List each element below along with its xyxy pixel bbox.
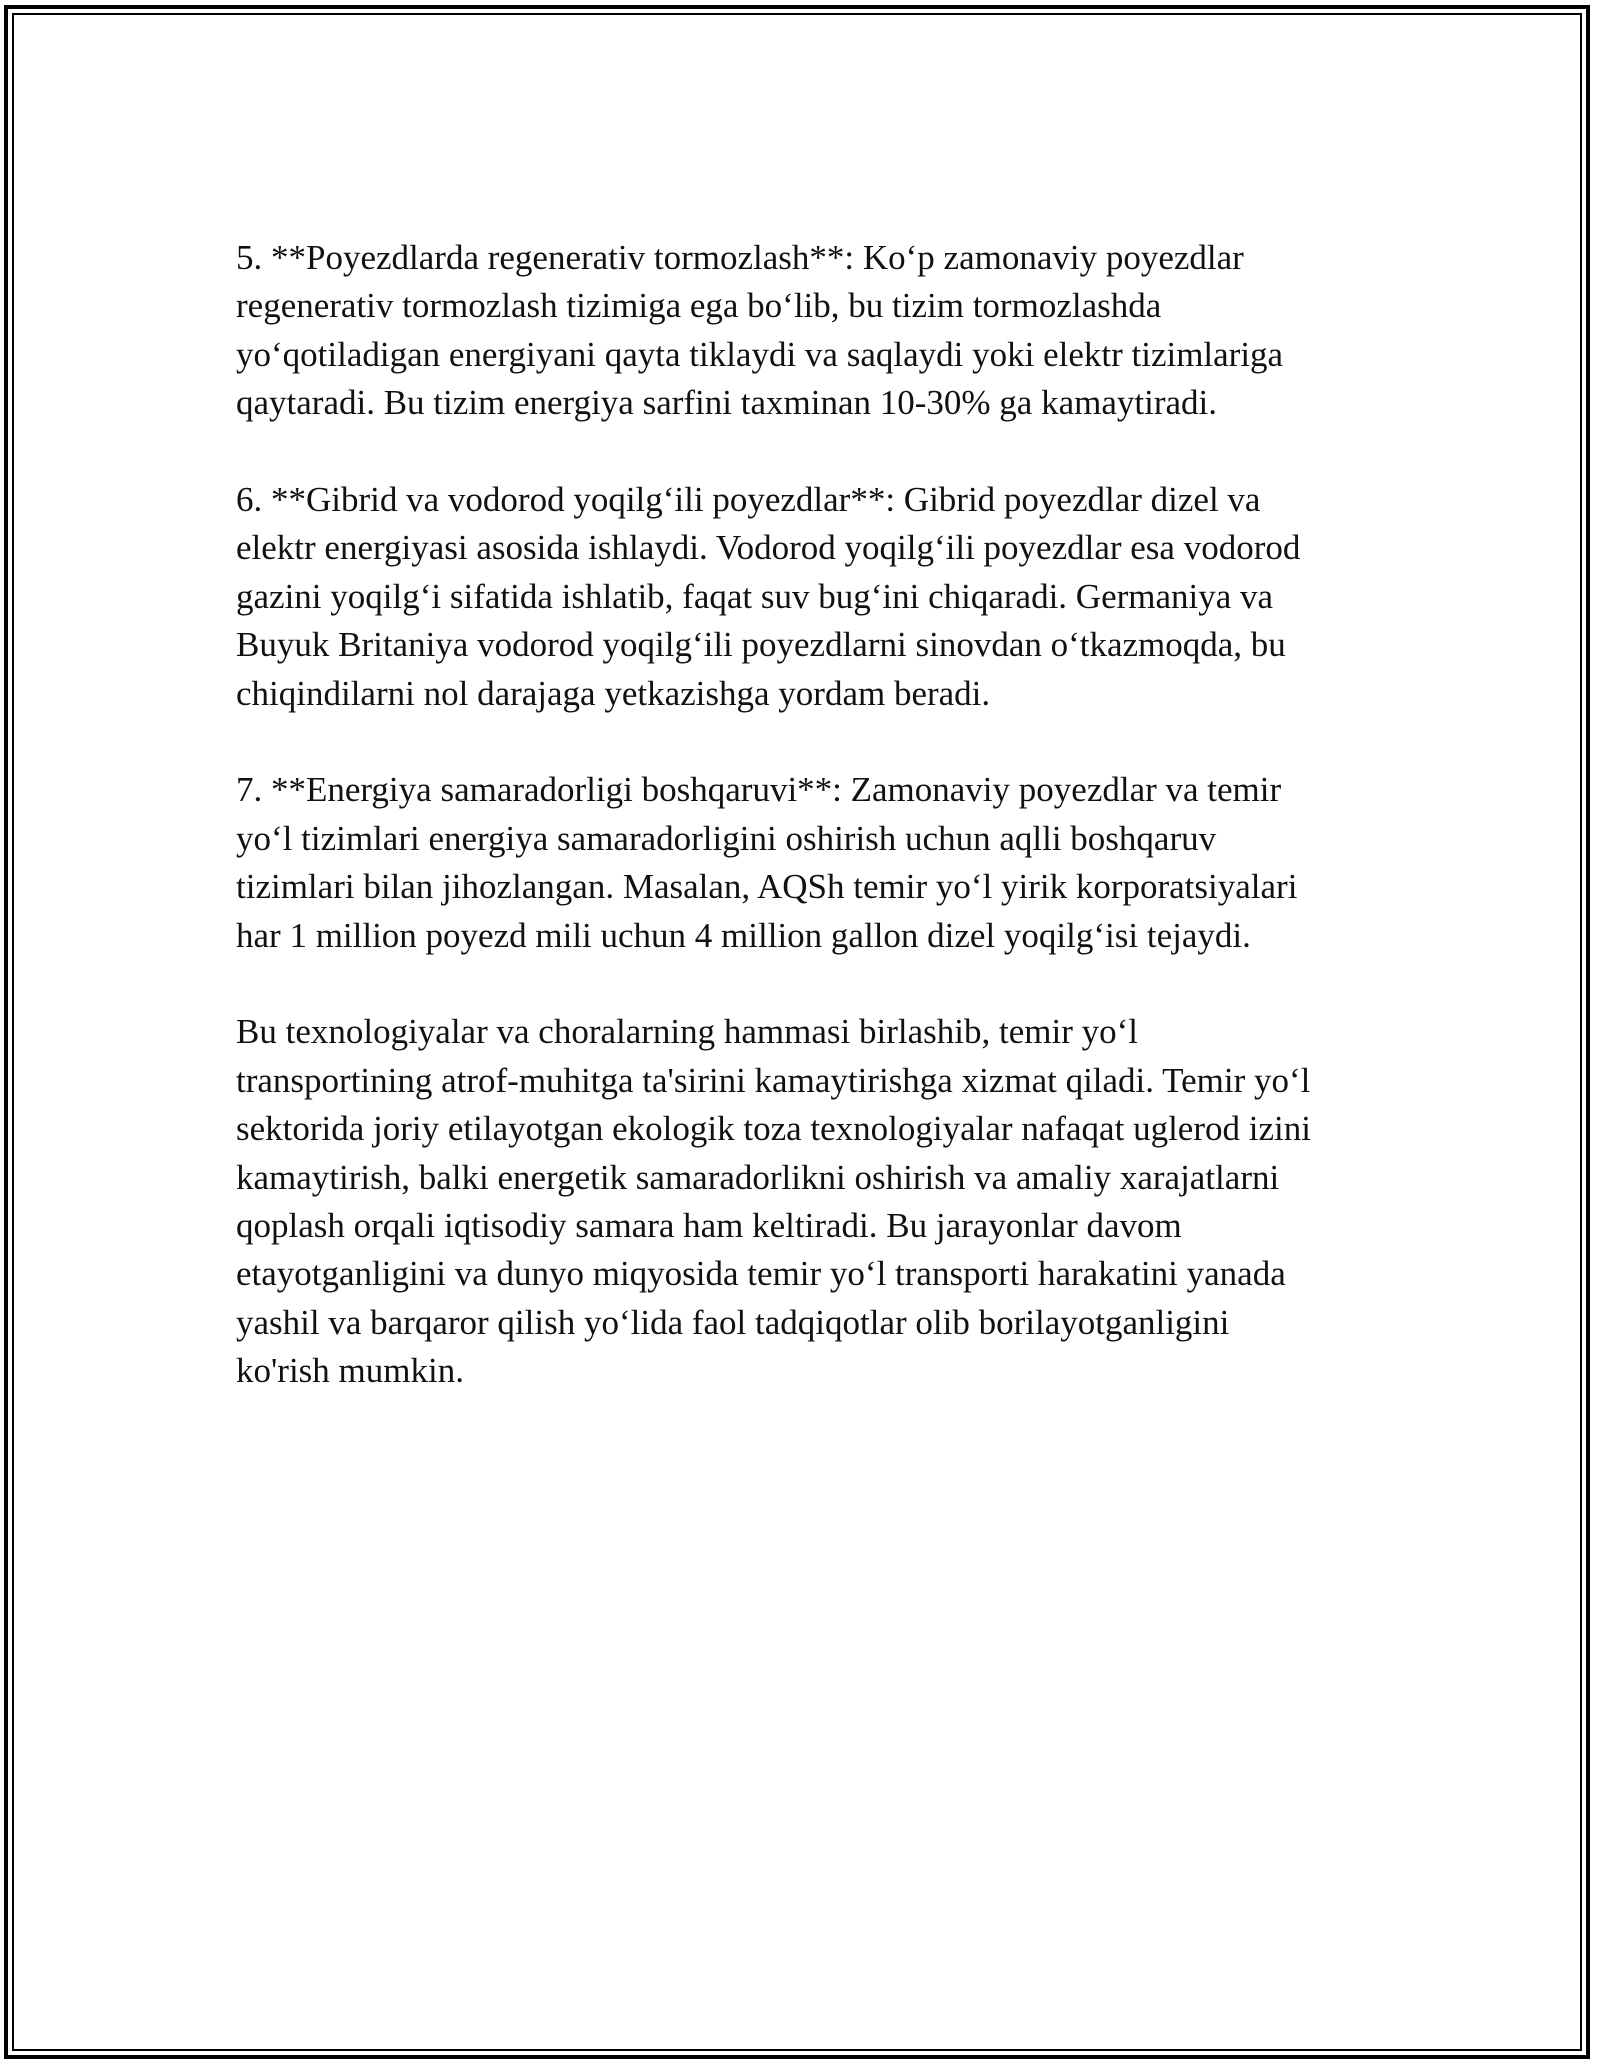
paragraph-energy-efficiency-management <box>236 766 1386 960</box>
text-line: yashil va barqaror qilish yo‘lida faol tadqiqotlar olib borilayotganligini <box>236 1302 1230 1342</box>
text-line: tizimlari bilan jihozlangan. Masalan, AQSh temir yo‘l yirik korporatsiyalari <box>236 867 1298 907</box>
text-line: kamaytirish, balki energetik samaradorlikni oshirish va amaliy xarajatlarni <box>236 1157 1280 1197</box>
text-line: yo‘l tizimlari energiya samaradorligini oshirish uchun aqlli boshqaruv <box>236 818 1217 858</box>
paragraph-regenerative-braking <box>236 234 1386 428</box>
text-line: etayotganligini va dunyo miqyosida temir yo‘l transporti harakatini yanada <box>236 1254 1286 1294</box>
text-line: elektr energiyasi asosida ishlaydi. Vodorod yoqilg‘ili poyezdlar esa vodorod <box>236 528 1301 568</box>
text-line: 7. **Energiya samaradorligi boshqaruvi**: Zamonaviy poyezdlar va temir <box>236 770 1282 810</box>
text-line: transportining atrof-muhitga ta'sirini kamaytirishga xizmat qiladi. Temir yo‘l <box>236 1060 1311 1100</box>
text-line: Buyuk Britaniya vodorod yoqilg‘ili poyezdlarni sinovdan o‘tkazmoqda, bu <box>236 625 1286 665</box>
text-line: 6. **Gibrid va vodorod yoqilg‘ili poyezdlar**: Gibrid poyezdlar dizel va <box>236 480 1261 520</box>
document-body <box>236 234 1386 1444</box>
text-line: yo‘qotiladigan energiyani qayta tiklaydi va saqlaydi yoki elektr tizimlariga <box>236 334 1284 374</box>
text-line: qoplash orqali iqtisodiy samara ham keltiradi. Bu jarayonlar davom <box>236 1206 1182 1246</box>
text-line: 5. **Poyezdlarda regenerativ tormozlash**: Ko‘p zamonaviy poyezdlar <box>236 238 1244 277</box>
text-line: qaytaradi. Bu tizim energiya sarfini taxminan 10-30% ga kamaytiradi. <box>236 383 1217 423</box>
paragraph-conclusion <box>236 1008 1386 1395</box>
text-line: ko'rish mumkin. <box>236 1351 464 1391</box>
text-line: gazini yoqilg‘i sifatida ishlatib, faqat suv bug‘ini chiqaradi. Germaniya va <box>236 576 1274 616</box>
text-line: chiqindilarni nol darajaga yetkazishga yordam beradi. <box>236 673 991 713</box>
text-line: Bu texnologiyalar va choralarning hammasi birlashib, temir yo‘l <box>236 1012 1138 1052</box>
text-line: sektorida joriy etilayotgan ekologik toza texnologiyalar nafaqat uglerod izini <box>236 1109 1311 1149</box>
text-line: regenerativ tormozlash tizimiga ega bo‘lib, bu tizim tormozlashda <box>236 286 1162 326</box>
paragraph-hybrid-hydrogen-trains <box>236 476 1386 718</box>
text-line: har 1 million poyezd mili uchun 4 million gallon dizel yoqilg‘isi tejaydi. <box>236 915 1251 955</box>
